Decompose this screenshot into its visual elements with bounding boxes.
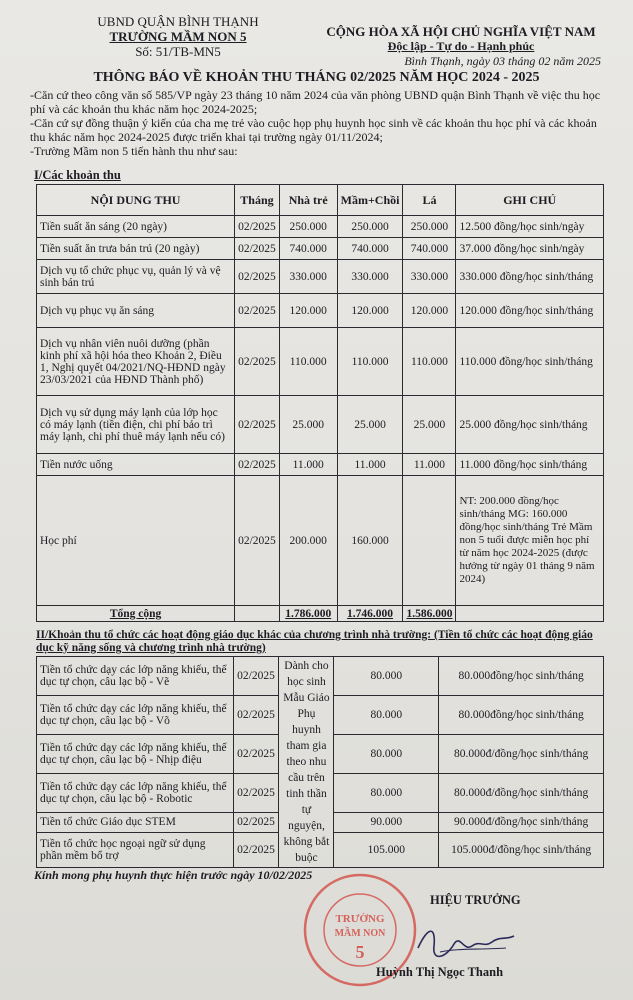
svg-text:5: 5 <box>355 942 365 962</box>
fee-note: 37.000 đồng/học sinh/ngày <box>456 238 604 260</box>
fee-name: Tiền suất ăn sáng (20 ngày) <box>37 216 235 238</box>
fee-nha-tre: 330.000 <box>279 260 337 294</box>
fee-la: 120.000 <box>403 294 456 328</box>
fee-name: Học phí <box>37 476 235 606</box>
fee-month: 02/2025 <box>235 396 280 454</box>
fee-nha-tre: 11.000 <box>279 454 337 476</box>
activity-month: 02/2025 <box>233 734 279 773</box>
col-header: Nhà trẻ <box>279 185 337 216</box>
issue-date: Bình Thạnh, ngày 03 tháng 02 năm 2025 <box>404 54 601 68</box>
table-header-row <box>37 185 604 216</box>
fee-la: 250.000 <box>403 216 456 238</box>
table-row <box>37 454 604 476</box>
table-row <box>37 238 604 260</box>
fee-la: 330.000 <box>403 260 456 294</box>
fee-name: Dịch vụ phục vụ ăn sáng <box>37 294 235 328</box>
fee-month: 02/2025 <box>235 454 280 476</box>
fee-month: 02/2025 <box>235 294 280 328</box>
fee-name: Tiền nước uống <box>37 454 235 476</box>
document-title: THÔNG BÁO VỀ KHOẢN THU THÁNG 02/2025 NĂM HỌC 2024 - 2025 <box>93 70 540 85</box>
total-note <box>456 606 604 622</box>
activity-month: 02/2025 <box>233 695 279 734</box>
fee-note: 11.000 đồng/học sinh/tháng <box>456 454 604 476</box>
total-row <box>37 606 604 622</box>
header-left <box>78 14 278 59</box>
fee-nha-tre: 250.000 <box>279 216 337 238</box>
motto: Độc lập - Tự do - Hạnh phúc <box>387 39 535 53</box>
fee-month: 02/2025 <box>235 216 280 238</box>
activity-name: Tiền tổ chức dạy các lớp năng khiếu, thể dục tự chọn, câu lạc bộ - Robotic <box>37 773 234 812</box>
col-header: Tháng <box>235 185 280 216</box>
fee-month: 02/2025 <box>235 260 280 294</box>
table-row <box>37 396 604 454</box>
fee-mam-choi: 330.000 <box>337 260 403 294</box>
activity-amount: 90.000 <box>334 812 439 832</box>
activity-month: 02/2025 <box>233 657 279 696</box>
total-la: 1.586.000 <box>403 606 456 622</box>
fee-mam-choi: 160.000 <box>337 476 403 606</box>
fee-note: 120.000 đồng/học sinh/tháng <box>456 294 604 328</box>
fee-mam-choi: 110.000 <box>337 328 403 396</box>
activity-amount: 105.000 <box>334 833 439 868</box>
activity-note: 80.000đồng/học sinh/tháng <box>439 695 604 734</box>
activity-note: 80.000đ/đồng/học sinh/tháng <box>439 734 604 773</box>
table-row <box>37 216 604 238</box>
participation-note: Dành cho học sinh Mẫu Giáo Phụ huynh tham gia theo nhu cầu trên tinh thần tự nguyện, không bắt buộc <box>279 657 334 868</box>
table-row <box>37 294 604 328</box>
document-number: Số: 51/TB-MN5 <box>135 44 221 59</box>
header-right <box>300 24 622 54</box>
fee-nha-tre: 740.000 <box>279 238 337 260</box>
fee-note: 330.000 đồng/học sinh/tháng <box>456 260 604 294</box>
school-name: TRƯỜNG MẦM NON 5 <box>109 29 247 44</box>
fee-month: 02/2025 <box>235 476 280 606</box>
activity-note: 80.000đồng/học sinh/tháng <box>439 657 604 696</box>
fee-nha-tre: 120.000 <box>279 294 337 328</box>
table-row <box>37 328 604 396</box>
principal-name: Huỳnh Thị Ngọc Thanh <box>376 965 504 979</box>
fee-nha-tre: 200.000 <box>279 476 337 606</box>
table-row <box>37 476 604 606</box>
activity-name: Tiền tổ chức học ngoại ngữ sử dụng phần mềm bổ trợ <box>37 833 234 868</box>
activities-table <box>36 656 604 868</box>
activity-name: Tiền tổ chức dạy các lớp năng khiếu, thể dục tự chọn, câu lạc bộ - Vẽ <box>37 657 234 696</box>
fee-name: Dịch vụ nhân viên nuôi dưỡng (phần kinh phí xã hội hóa theo Khoản 2, Điều 1, Nghị quyết 04/2021/NQ-HĐND ngày 23/03/2021 của HĐND Thành phố) <box>37 328 235 396</box>
activity-month: 02/2025 <box>233 833 279 868</box>
activity-name: Tiền tổ chức dạy các lớp năng khiếu, thể dục tự chọn, câu lạc bộ - Võ <box>37 695 234 734</box>
total-mam-choi: 1.746.000 <box>337 606 403 622</box>
section2-title: II/Khoản thu tổ chức các hoạt động giáo dục khác của chương trình nhà trường: (Tiền tổ chức các hoạt động giáo dục kỹ năng sống và chương trình nhà trường) <box>36 629 593 654</box>
intro-line: -Trường Mầm non 5 tiến hành thu như sau: <box>30 144 238 158</box>
fee-month: 02/2025 <box>235 328 280 396</box>
fee-mam-choi: 120.000 <box>337 294 403 328</box>
fees-table <box>36 184 604 622</box>
activity-note: 105.000đ/đồng/học sinh/tháng <box>439 833 604 868</box>
country-name: CỘNG HÒA XÃ HỘI CHỦ NGHĨA VIỆT NAM <box>326 24 596 39</box>
fee-nha-tre: 110.000 <box>279 328 337 396</box>
activity-month: 02/2025 <box>233 773 279 812</box>
fee-mam-choi: 25.000 <box>337 396 403 454</box>
activity-amount: 80.000 <box>334 773 439 812</box>
fee-name: Tiền suất ăn trưa bán trú (20 ngày) <box>37 238 235 260</box>
total-nha-tre: 1.786.000 <box>279 606 337 622</box>
fee-name: Dịch vụ sử dụng máy lạnh của lớp học có máy lạnh (tiền điện, chi phí bảo trì máy lạnh, chi phí thuê máy lạnh nếu có) <box>37 396 235 454</box>
fee-note: 110.000 đồng/học sinh/tháng <box>456 328 604 396</box>
intro-line: -Căn cứ theo công văn số 585/VP ngày 23 tháng 10 năm 2024 của văn phòng UBND quận Bình Thạnh về việc thu học phí và các khoản thu khác năm học 2024-2025; <box>30 88 601 116</box>
fee-la: 110.000 <box>403 328 456 396</box>
intro-line: -Căn cứ sự đồng thuận ý kiến của cha mẹ trẻ vào cuộc họp phụ huynh học sinh về các khoản thu học phí và các khoản thu khác năm học 2024-2025 được triển khai tại trường ngày 01/11/2024; <box>30 116 597 144</box>
activity-name: Tiền tổ chức dạy các lớp năng khiếu, thể dục tự chọn, câu lạc bộ - Nhịp điệu <box>37 734 234 773</box>
fee-la <box>403 476 456 606</box>
activity-note: 90.000đ/đồng/học sinh/tháng <box>439 812 604 832</box>
signature-title: HIỆU TRƯỞNG <box>430 893 521 907</box>
col-header: Mầm+Chồi <box>337 185 403 216</box>
fee-la: 25.000 <box>403 396 456 454</box>
col-header: NỘI DUNG THU <box>37 185 235 216</box>
fee-mam-choi: 740.000 <box>337 238 403 260</box>
table-row <box>37 260 604 294</box>
activity-name: Tiền tổ chức Giáo dục STEM <box>37 812 234 832</box>
intro <box>30 88 610 158</box>
handwritten-signature <box>410 918 520 968</box>
fee-la: 11.000 <box>403 454 456 476</box>
fee-note: 25.000 đồng/học sinh/tháng <box>456 396 604 454</box>
fee-month: 02/2025 <box>235 238 280 260</box>
fee-note: NT: 200.000 đồng/học sinh/tháng MG: 160.000 đồng/học sinh/tháng Trẻ Mầm non 5 tuổi được miễn học phí từ năm học 2024-2025 (được hưởng từ ngày 01 tháng 9 năm 2024) <box>456 476 604 606</box>
org-name: UBND QUẬN BÌNH THẠNH <box>97 14 259 29</box>
col-header: Lá <box>403 185 456 216</box>
activity-amount: 80.000 <box>334 695 439 734</box>
fee-nha-tre: 25.000 <box>279 396 337 454</box>
section1-title: I/Các khoản thu <box>34 168 121 182</box>
fee-mam-choi: 11.000 <box>337 454 403 476</box>
fee-name: Dịch vụ tổ chức phục vụ, quản lý và vệ sinh bán trú <box>37 260 235 294</box>
svg-text:MẦM NON: MẦM NON <box>334 928 386 939</box>
fee-note: 12.500 đồng/học sinh/ngày <box>456 216 604 238</box>
fee-la: 740.000 <box>403 238 456 260</box>
col-header: GHI CHÚ <box>456 185 604 216</box>
closing-line: Kính mong phụ huynh thực hiện trước ngày 10/02/2025 <box>34 868 313 882</box>
svg-text:TRƯỜNG: TRƯỜNG <box>335 913 385 925</box>
activity-note: 80.000đ/đồng/học sinh/tháng <box>439 773 604 812</box>
total-label: Tổng cộng <box>37 606 235 622</box>
activity-amount: 80.000 <box>334 734 439 773</box>
table-row <box>37 657 604 696</box>
activity-month: 02/2025 <box>233 812 279 832</box>
total-month <box>235 606 280 622</box>
activity-amount: 80.000 <box>334 657 439 696</box>
fee-mam-choi: 250.000 <box>337 216 403 238</box>
